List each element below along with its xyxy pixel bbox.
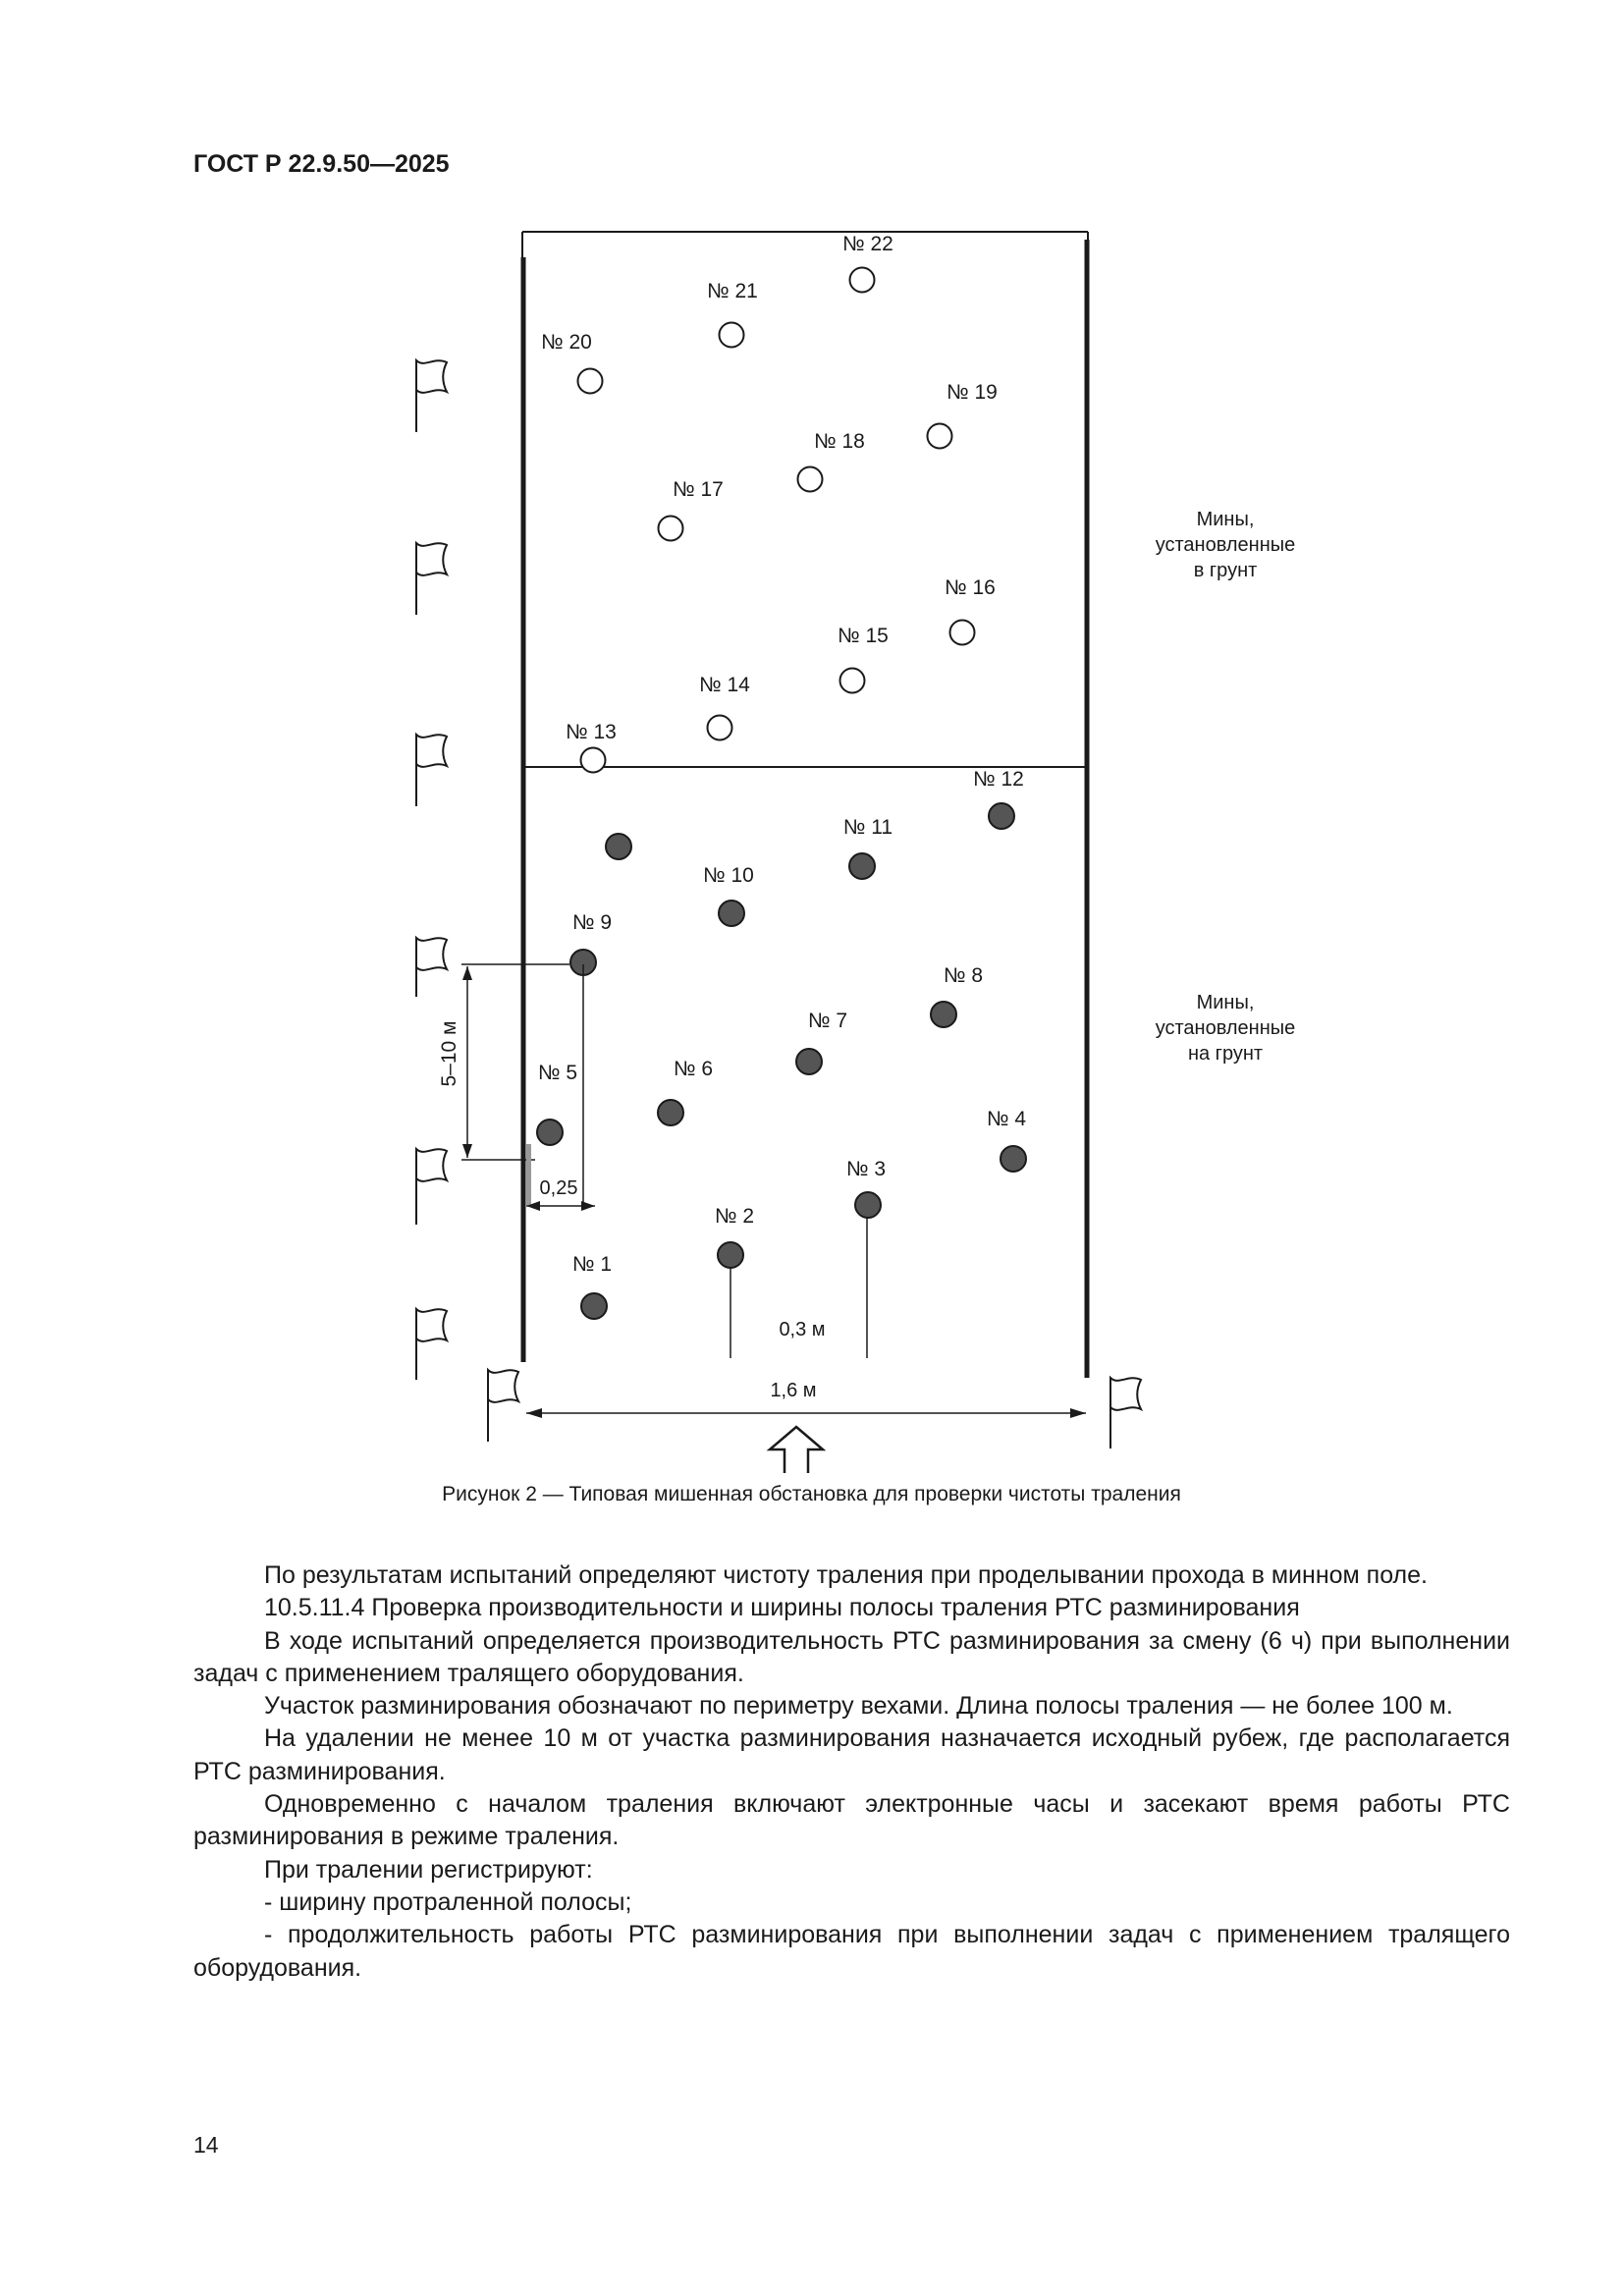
flag-icon xyxy=(1110,1378,1141,1449)
mine-label: № 5 xyxy=(537,1062,578,1084)
mine-marker-12 xyxy=(989,803,1014,829)
mine-label: № 8 xyxy=(943,964,984,987)
offset-dimension-label: 0,25 xyxy=(539,1177,578,1199)
flag-cloth xyxy=(416,543,447,575)
mine-marker-4 xyxy=(1001,1146,1026,1172)
mine-label: № 2 xyxy=(714,1205,755,1228)
paragraph: Одновременно с началом траления включают электронные часы и засекают время работы РТС разминирования в режиме траления. xyxy=(193,1790,1510,1851)
zone-on-ground-label xyxy=(1156,992,1296,1065)
flag-cloth xyxy=(488,1370,518,1402)
mine-label: № 6 xyxy=(673,1058,714,1080)
body-text xyxy=(193,1559,1510,1985)
mine-marker-16 xyxy=(840,669,865,693)
list-item: - продолжительность работы РТС разминирования при выполнении задач с применением тралящего оборудования. xyxy=(193,1921,1510,1982)
mine-label: № 17 xyxy=(673,478,724,501)
document-code-header: ГОСТ Р 22.9.50—2025 xyxy=(193,150,450,178)
mine-marker-6 xyxy=(658,1100,683,1125)
mine-label: № 9 xyxy=(571,911,613,934)
mine-label: № 12 xyxy=(973,768,1024,791)
section-heading: 10.5.11.4 Проверка производительности и ширины полосы траления РТС разминирования xyxy=(264,1594,1300,1622)
mine-label: № 1 xyxy=(571,1253,613,1276)
mine-label: № 4 xyxy=(986,1108,1027,1130)
paragraph: На удалении не менее 10 м от участка разминирования назначается исходный рубеж, где располагается РТС разминирования. xyxy=(193,1724,1510,1785)
paragraph: При тралении регистрируют: xyxy=(264,1855,593,1884)
mine-marker-1 xyxy=(581,1293,607,1319)
paragraph: В ходе испытаний определяется производительность РТС разминирования за смену (6 ч) при выполнении задач с применением тралящего оборудования. xyxy=(193,1626,1510,1687)
svg-text:установленные: установленные xyxy=(1155,1017,1296,1039)
svg-text:Мины,: Мины, xyxy=(1196,992,1255,1013)
mine-label: № 20 xyxy=(541,331,592,354)
mine-marker-20 xyxy=(928,424,952,449)
flag-cloth xyxy=(416,938,447,970)
flag-cloth xyxy=(416,735,447,767)
flag-icon xyxy=(416,1309,447,1380)
flag-cloth xyxy=(416,1149,447,1181)
svg-text:установленные: установленные xyxy=(1155,534,1296,556)
mine-label: № 16 xyxy=(945,576,996,599)
mine-label: № 22 xyxy=(842,233,893,255)
flag-icon xyxy=(416,543,447,615)
flag-icon xyxy=(416,735,447,806)
mine-marker-3 xyxy=(855,1192,881,1218)
offset-dimension xyxy=(526,1144,595,1211)
mine-marker-23 xyxy=(850,268,875,293)
direction-arrow-icon xyxy=(770,1427,823,1473)
mine-marker-15 xyxy=(708,716,732,740)
mine-marker-22 xyxy=(720,323,744,348)
svg-text:Мины,: Мины, xyxy=(1196,509,1255,530)
paragraph: По результатам испытаний определяют чистоту траления при проделывании прохода в минном поле. xyxy=(264,1561,1428,1589)
flag-icon xyxy=(488,1370,518,1442)
mine-marker-14 xyxy=(581,748,606,773)
mine-label: № 11 xyxy=(842,816,893,839)
figure-caption: Рисунок 2 — Типовая мишенная обстановка для проверки чистоты траления xyxy=(442,1483,1181,1505)
flag-icon xyxy=(416,938,447,997)
mine-marker-8 xyxy=(931,1002,956,1027)
spacing-dimension-label: 5–10 м xyxy=(438,1020,460,1087)
mine-marker-2 xyxy=(718,1242,743,1268)
svg-text:на грунт: на грунт xyxy=(1187,1043,1264,1065)
mine-label: № 10 xyxy=(703,864,754,887)
mine-marker-10 xyxy=(719,901,744,926)
flag-icon xyxy=(416,360,447,432)
svg-text:в грунт: в грунт xyxy=(1193,560,1258,581)
mine-marker-19 xyxy=(798,467,823,492)
mine-label: № 19 xyxy=(947,381,998,404)
mine-marker-11 xyxy=(849,853,875,879)
mine-label: № 14 xyxy=(699,674,750,696)
gap-dimension-label: 0,3 м xyxy=(779,1319,826,1340)
mine-marker-18 xyxy=(659,517,683,541)
flag-cloth xyxy=(416,1309,447,1341)
flag-cloth xyxy=(416,360,447,393)
mine-marker-13 xyxy=(606,834,631,859)
width-dimension xyxy=(526,1380,1086,1418)
zone-in-ground-label xyxy=(1156,509,1296,581)
mine-label: № 3 xyxy=(845,1158,887,1180)
mine-label: № 13 xyxy=(566,721,617,743)
mine-marker-17 xyxy=(950,621,975,645)
list-item: - ширину протраленной полосы; xyxy=(264,1887,632,1916)
mine-label: № 18 xyxy=(814,430,865,453)
page-number: 14 xyxy=(193,2132,219,2158)
mine-marker-7 xyxy=(796,1049,822,1074)
width-dimension-label: 1,6 м xyxy=(770,1380,817,1401)
flag-cloth xyxy=(1110,1378,1141,1410)
mine-label: № 21 xyxy=(707,280,758,302)
mine-marker-5 xyxy=(537,1120,563,1145)
paragraph: Участок разминирования обозначают по периметру вехами. Длина полосы траления — не более 100 м. xyxy=(264,1692,1453,1721)
flag-icon xyxy=(416,1149,447,1225)
mine-marker-21 xyxy=(578,369,603,394)
mine-label: № 15 xyxy=(838,625,889,647)
mine-label: № 7 xyxy=(807,1010,848,1032)
